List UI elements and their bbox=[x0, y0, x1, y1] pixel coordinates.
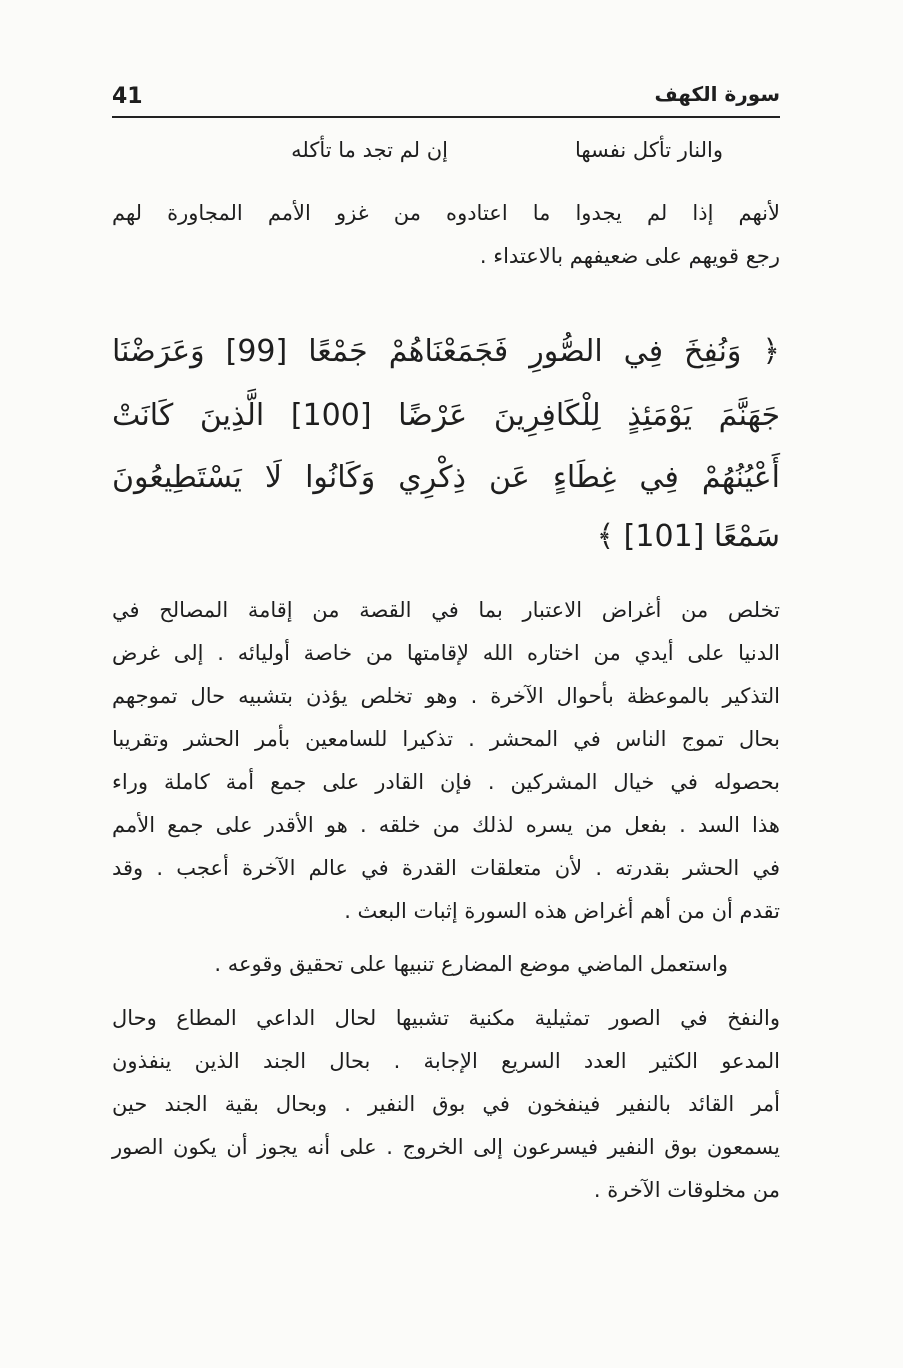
running-title: سورة الكهف bbox=[654, 82, 780, 106]
paragraph-line: بحصوله في خيال المشركين . فإن القادر على جمع أمة كاملة وراء bbox=[112, 770, 780, 794]
poem-hemistich-first: والنار تأكل نفسها bbox=[574, 138, 723, 162]
paragraph-line: المدعو الكثير العدد السريع الإجابة . بحال الجند الذين ينفذون bbox=[112, 1049, 780, 1073]
paragraph-line: يسمعون بوق النفير فيسرعون إلى الخروج . على أنه يجوز أن يكون الصور bbox=[112, 1135, 780, 1159]
page-header bbox=[112, 80, 780, 118]
paragraph-line: بحال تموج الناس في المحشر . تذكيرا للسامعين بأمر الحشر وتقريبا bbox=[112, 727, 780, 751]
paragraph-line: في الحشر بقدرته . لأن متعلقات القدرة في عالم الآخرة أعجب . وقد bbox=[112, 856, 780, 880]
paragraph-line: التذكير بالموعظة بأحوال الآخرة . وهو تخلص يؤذن بتشبيه حال تموجهم bbox=[112, 684, 780, 708]
page-number: 41 bbox=[112, 84, 143, 109]
paragraph-line: تقدم أن من أهم أغراض هذه السورة إثبات البعث . bbox=[344, 899, 780, 923]
paragraph-line: لأنهم إذا لم يجدوا ما اعتادوه من غزو الأمم المجاورة لهم bbox=[112, 201, 780, 225]
paragraph-line: هذا السد . بفعل من يسره لذلك من خلقه . هو الأقدر على جمع الأمم bbox=[112, 813, 780, 837]
quran-verse-line: سَمْعًا [101] ﴾ bbox=[596, 519, 780, 554]
paragraph-line: أمر القائد بالنفير فينفخون في بوق النفير . وبحال بقية الجند حين bbox=[112, 1092, 780, 1116]
quran-verse-line: أَعْيُنُهُمْ فِي غِطَاءٍ عَن ذِكْرِي وَكَانُوا لَا يَسْتَطِيعُونَ bbox=[112, 460, 780, 495]
quran-verse-line: ﴿ وَنُفِخَ فِي الصُّورِ فَجَمَعْنَاهُمْ جَمْعًا [99] وَعَرَضْنَا bbox=[112, 334, 780, 369]
paragraph-line: الدنيا على أيدي من اختاره الله لإقامتها من خاصة أوليائه . إلى غرض bbox=[112, 641, 780, 665]
paragraph-line: واستعمل الماضي موضع المضارع تنبيها على تحقيق وقوعه . bbox=[214, 952, 728, 976]
paragraph-line: تخلص من أغراض الاعتبار بما في القصة من إقامة المصالح في bbox=[112, 598, 780, 622]
poem-hemistich-second: إن لم تجد ما تأكله bbox=[291, 138, 448, 162]
paragraph-line: والنفخ في الصور تمثيلية مكنية تشبيها لحال الداعي المطاع وحال bbox=[112, 1006, 780, 1030]
paragraph-line: رجع قويهم على ضعيفهم بالاعتداء . bbox=[479, 244, 780, 268]
paragraph-line: من مخلوقات الآخرة . bbox=[593, 1178, 780, 1202]
quran-verse-line: جَهَنَّمَ يَوْمَئِذٍ لِلْكَافِرِينَ عَرْضًا [100] الَّذِينَ كَانَتْ bbox=[112, 398, 780, 433]
